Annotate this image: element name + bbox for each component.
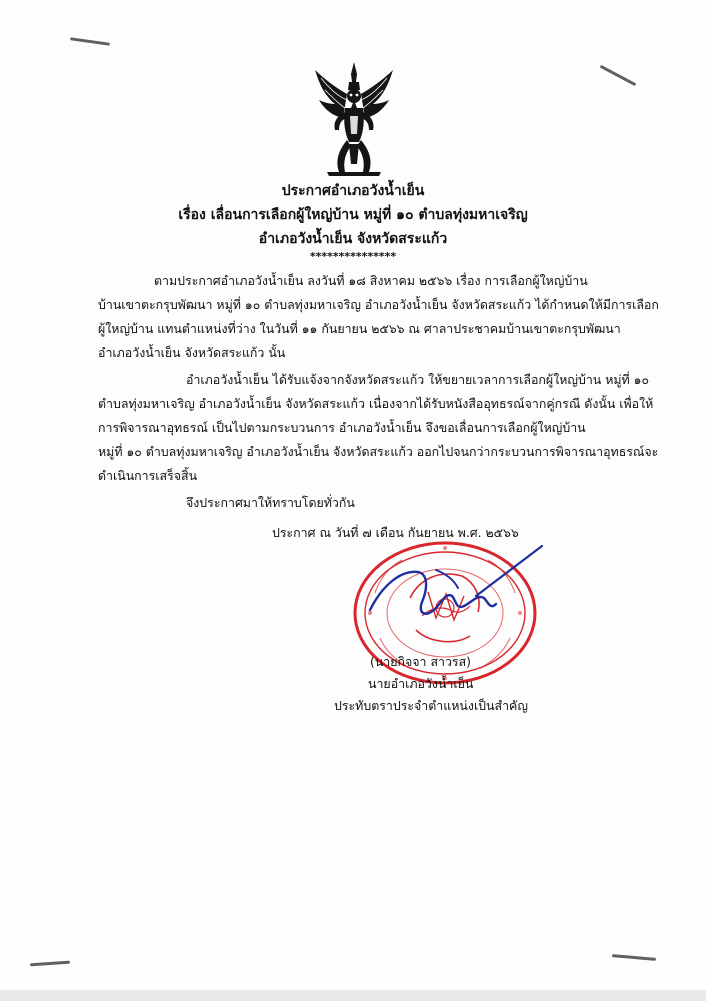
page-bottom-edge — [0, 990, 706, 1001]
paragraph-2-line: ดำเนินการเสร็จสิ้น — [98, 468, 198, 483]
paragraph-1-line: ตามประกาศอำเภอวังน้ำเย็น ลงวันที่ ๑๘ สิงหาคม ๒๕๖๖ เรื่อง การเลือกผู้ใหญ่บ้าน — [154, 273, 588, 288]
paragraph-1-line: บ้านเขาตะกรุบพัฒนา หมู่ที่ ๑๐ ตำบลทุ่งมหาเจริญ อำเภอวังน้ำเย็น จังหวัดสระแก้ว ได้กำหนดให้มีการเลือก — [98, 297, 659, 312]
paragraph-2-line: อำเภอวังน้ำเย็น ได้รับแจ้งจากจังหวัดสระแก้ว ให้ขยายเวลาการเลือกผู้ใหญ่บ้าน หมู่ที่ ๑๐ — [186, 372, 650, 387]
staple-mark-top-right — [600, 65, 637, 86]
document-subject: เรื่อง เลื่อนการเลือกผู้ใหญ่บ้าน หมู่ที่ ๑๐ ตำบลทุ่งมหาเจริญ — [178, 207, 528, 223]
paragraph-1-line: ผู้ใหญ่บ้าน แทนตำแหน่งที่ว่าง ในวันที่ ๑๑ กันยายน ๒๕๖๖ ณ ศาลาประชาคมบ้านเขาตะกรุบพัฒนา — [98, 321, 621, 336]
signatory-name: (นายกิจจา สาวรส) — [370, 654, 471, 669]
signatory-position: นายอำเภอวังน้ำเย็น — [368, 676, 474, 691]
paragraph-2-line: หมู่ที่ ๑๐ ตำบลทุ่งมหาเจริญ อำเภอวังน้ำเย็น จังหวัดสระแก้ว ออกไปจนกว่ากระบวนการพิจารณาอุทธรณ์จะ — [98, 444, 659, 459]
stamp-note: ประทับตราประจำตำแหน่งเป็นสำคัญ — [334, 698, 528, 713]
paragraph-2-line: ตำบลทุ่งมหาเจริญ อำเภอวังน้ำเย็น จังหวัดสระแก้ว เนื่องจากได้รับหนังสืออุทธรณ์จากคู่กรณี ดังนั้น เพื่อให้ — [98, 396, 654, 411]
paragraph-1-line: อำเภอวังน้ำเย็น จังหวัดสระแก้ว นั้น — [98, 345, 286, 360]
header-divider: *************** — [309, 250, 397, 263]
announcement-line: จึงประกาศมาให้ทราบโดยทั่วกัน — [186, 495, 355, 510]
paragraph-2-line: การพิจารณาอุทธรณ์ เป็นไปตามกระบวนการ อำเภอวังน้ำเย็น จึงขอเลื่อนการเลือกผู้ใหญ่บ้าน — [98, 420, 586, 435]
document-title: ประกาศอำเภอวังน้ำเย็น — [281, 183, 425, 199]
garuda-emblem-icon — [313, 60, 395, 178]
document-location: อำเภอวังน้ำเย็น จังหวัดสระแก้ว — [258, 231, 448, 247]
signature-mark — [356, 540, 546, 640]
staple-mark-bottom-right — [612, 954, 656, 961]
staple-mark-top-left — [70, 37, 110, 46]
date-line: ประกาศ ณ วันที่ ๗ เดือน กันยายน พ.ศ. ๒๕๖๖ — [272, 525, 519, 540]
staple-mark-bottom-left — [30, 961, 70, 967]
